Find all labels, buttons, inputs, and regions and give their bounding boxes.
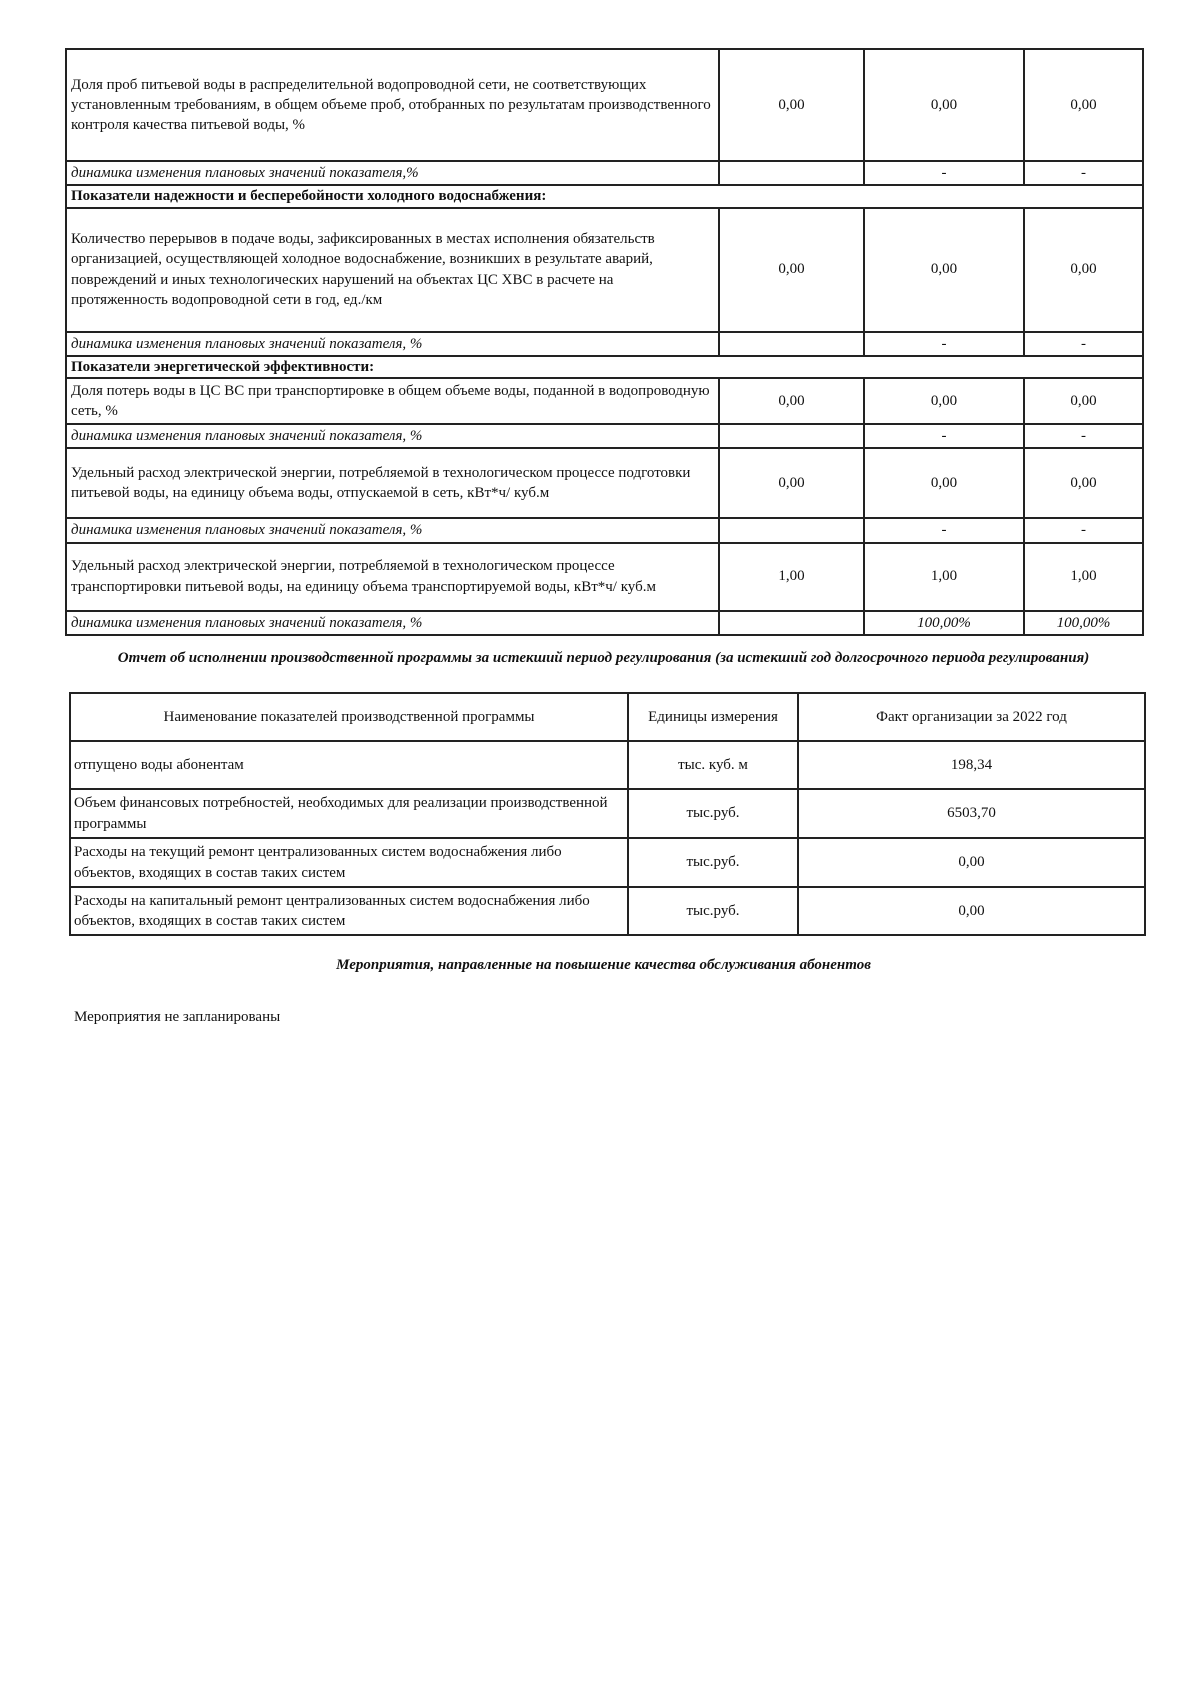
table-row — [66, 49, 1143, 161]
table-row — [66, 332, 1143, 356]
fact-cell: 0,00 — [798, 887, 1145, 935]
indicator-value: 0,00 — [1024, 378, 1143, 424]
indicator-label: Количество перерывов в подаче воды, зафиксированных в местах исполнения обязательств организацией, осуществляющей холодное водоснабжение, возникших в результате аварий, повреждений и иных технологических нарушений на объектах ЦС ХВС в расчете на протяженность водопроводной сети в год, ед./км — [66, 208, 719, 332]
indicator-label: Удельный расход электрической энергии, потребляемой в технологическом процессе транспортировки питьевой воды, на единицу объема транспортируемой воды, кВт*ч/ куб.м — [66, 543, 719, 611]
indicator-value: 0,00 — [864, 208, 1024, 332]
fact-cell: 0,00 — [798, 838, 1145, 887]
indicator-value: 0,00 — [1024, 208, 1143, 332]
indicator-value: 0,00 — [1024, 448, 1143, 518]
dynamics-value: - — [864, 161, 1024, 185]
measures-caption: Мероприятия, направленные на повышение качества обслуживания абонентов — [336, 957, 871, 973]
fact-cell: 6503,70 — [798, 789, 1145, 838]
indicator-value: 1,00 — [719, 543, 864, 611]
indicator-label: Удельный расход электрической энергии, потребляемой в технологическом процессе подготовки питьевой воды, на единицу объема воды, отпускаемой в сеть, кВт*ч/ куб.м — [66, 448, 719, 518]
dynamics-value: - — [1024, 332, 1143, 356]
dynamics-value: - — [1024, 518, 1143, 542]
indicator-label: Доля потерь воды в ЦС ВС при транспортировке в общем объеме воды, поданной в водопроводную сеть, % — [66, 378, 719, 424]
indicator-name: Расходы на капитальный ремонт централизованных систем водоснабжения либо объектов, входящих в состав таких систем — [70, 887, 628, 935]
dynamics-value — [719, 332, 864, 356]
table-header-row — [70, 693, 1145, 741]
fact-cell: 198,34 — [798, 741, 1145, 789]
dynamics-value: 100,00% — [1024, 611, 1143, 635]
indicator-value: 0,00 — [1024, 49, 1143, 161]
dynamics-label: динамика изменения плановых значений показателя,% — [66, 161, 719, 185]
dynamics-value: - — [1024, 424, 1143, 448]
dynamics-value — [719, 611, 864, 635]
column-header: Наименование показателей производственной программы — [70, 693, 628, 741]
table-row — [66, 161, 1143, 185]
unit-cell: тыс. куб. м — [628, 741, 798, 789]
dynamics-value: - — [864, 424, 1024, 448]
dynamics-value: - — [864, 332, 1024, 356]
indicator-name: Объем финансовых потребностей, необходимых для реализации производственной программы — [70, 789, 628, 838]
report-table — [69, 692, 1146, 936]
column-header: Единицы измерения — [628, 693, 798, 741]
dynamics-value: 100,00% — [864, 611, 1024, 635]
table-row — [66, 518, 1143, 542]
indicator-value: 0,00 — [719, 49, 864, 161]
table-row — [66, 378, 1143, 424]
indicator-value: 1,00 — [864, 543, 1024, 611]
section-heading: Показатели надежности и бесперебойности холодного водоснабжения: — [66, 185, 1143, 207]
indicator-name: отпущено воды абонентам — [70, 741, 628, 789]
dynamics-value: - — [864, 518, 1024, 542]
unit-cell: тыс.руб. — [628, 887, 798, 935]
dynamics-label: динамика изменения плановых значений показателя, % — [66, 332, 719, 356]
table-row — [70, 887, 1145, 935]
section-heading: Показатели энергетической эффективности: — [66, 356, 1143, 378]
dynamics-value — [719, 161, 864, 185]
dynamics-label: динамика изменения плановых значений показателя, % — [66, 518, 719, 542]
dynamics-label: динамика изменения плановых значений показателя, % — [66, 424, 719, 448]
indicator-value: 0,00 — [864, 49, 1024, 161]
table-row — [70, 838, 1145, 887]
table-row — [66, 208, 1143, 332]
indicator-value: 1,00 — [1024, 543, 1143, 611]
table-row — [66, 611, 1143, 635]
indicator-label: Доля проб питьевой воды в распределительной водопроводной сети, не соответствующих установленным требованиям, в общем объеме проб, отобранных по результатам производственного контроля качества питьевой воды, % — [66, 49, 719, 161]
unit-cell: тыс.руб. — [628, 838, 798, 887]
report-caption: Отчет об исполнении производственной программы за истекший период регулирования (за истекший год долгосрочного периода регулирования) — [117, 650, 1090, 666]
table-row — [66, 543, 1143, 611]
dynamics-label: динамика изменения плановых значений показателя, % — [66, 611, 719, 635]
dynamics-value — [719, 424, 864, 448]
indicator-value: 0,00 — [864, 378, 1024, 424]
indicator-value: 0,00 — [864, 448, 1024, 518]
indicator-value: 0,00 — [719, 378, 864, 424]
indicator-name: Расходы на текущий ремонт централизованных систем водоснабжения либо объектов, входящих в состав таких систем — [70, 838, 628, 887]
column-header: Факт организации за 2022 год — [798, 693, 1145, 741]
indicators-table — [65, 48, 1144, 636]
dynamics-value — [719, 518, 864, 542]
section-row — [66, 185, 1143, 207]
unit-cell: тыс.руб. — [628, 789, 798, 838]
section-row — [66, 356, 1143, 378]
table-row — [66, 448, 1143, 518]
table-row — [70, 741, 1145, 789]
indicator-value: 0,00 — [719, 208, 864, 332]
table-row — [70, 789, 1145, 838]
dynamics-value: - — [1024, 161, 1143, 185]
table-row — [66, 424, 1143, 448]
indicator-value: 0,00 — [719, 448, 864, 518]
measures-note: Мероприятия не запланированы — [74, 1009, 281, 1025]
